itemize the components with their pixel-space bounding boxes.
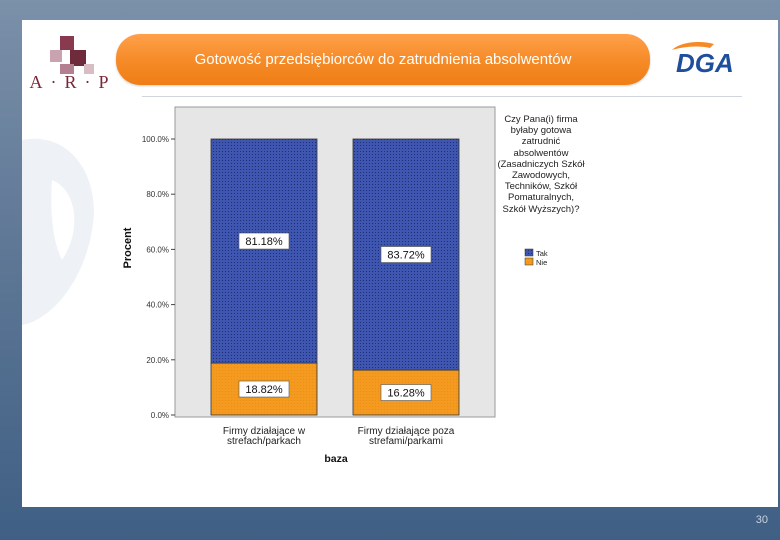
x-category-label-2: strefami/parkami [369, 436, 443, 447]
y-tick-label: 60.0% [146, 245, 169, 255]
data-label-tak-2: 83.72% [387, 249, 425, 262]
slide-title: Gotowość przedsiębiorców do zatrudnienia absolwentów [116, 34, 650, 85]
data-label-tak-1: 81.18% [245, 236, 283, 249]
x-category-label-2: Firmy działające poza [357, 426, 455, 437]
y-tick-label: 100.0% [141, 135, 169, 144]
legend-swatch-nie [525, 258, 533, 265]
y-tick-label: 0.0% [150, 411, 169, 420]
y-axis-label: Procent [122, 227, 134, 269]
data-label-nie-2: 16.28% [387, 387, 425, 400]
dga-logo-icon [670, 38, 750, 78]
x-category-label-1: strefach/parkach [227, 436, 301, 447]
arp-logo-text: A·R·P [29, 72, 117, 92]
legend-label-nie: Nie [536, 258, 548, 267]
legend-title: Czy Pana(i) firma byłaby gotowa zatrudnić absolwentów (Zasadniczych Szkół Zawodowych, Techników, Szkół Pomaturalnych, Szkół Wyższych)? [497, 114, 585, 215]
legend-swatch-tak [525, 249, 533, 256]
bar-tak-1 [211, 139, 317, 363]
y-tick-label: 20.0% [146, 355, 169, 365]
x-axis-label: baza [324, 453, 348, 465]
legend-label-tak: Tak [536, 249, 548, 258]
watermark-shape [22, 120, 102, 330]
y-tick-label: 80.0% [146, 190, 169, 200]
y-tick-label: 40.0% [146, 300, 169, 310]
page-number: 30 [755, 514, 768, 526]
dga-logo-text: DGA [676, 48, 734, 78]
data-label-nie-1: 18.82% [245, 384, 283, 397]
header-divider [142, 96, 742, 97]
x-category-label-1: Firmy działające w [222, 426, 306, 437]
